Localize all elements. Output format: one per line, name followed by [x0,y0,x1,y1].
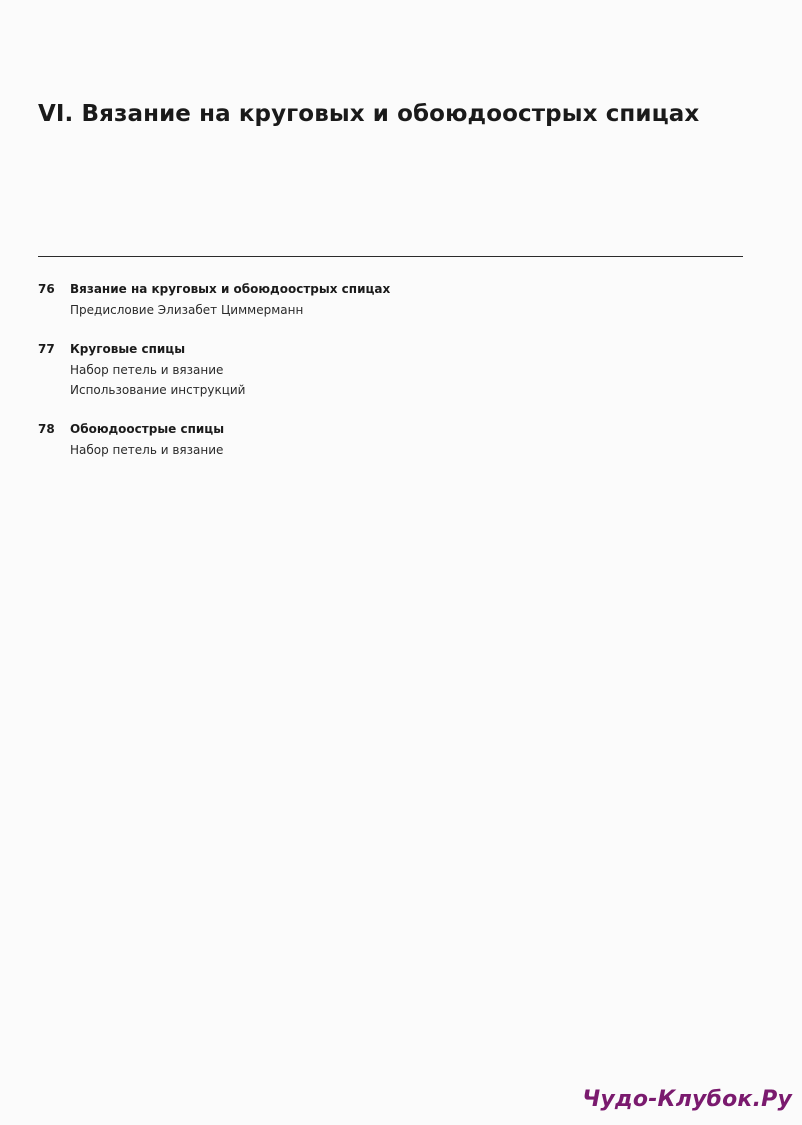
toc-subitem[interactable]: Предисловие Элизабет Циммерманн [70,303,304,317]
toc-page-number: 76 [38,282,55,296]
toc-subitem[interactable]: Набор петель и вязание [70,363,224,377]
toc-page-number: 77 [38,342,55,356]
toc-subitem[interactable]: Набор петель и вязание [70,443,224,457]
toc-page-number: 78 [38,422,55,436]
site-watermark: Чудо-Клубок.Ру [582,1087,792,1112]
toc-entry [38,419,738,460]
toc-subitem[interactable]: Использование инструкций [70,383,246,397]
page-title: VI. Вязание на круговых и обоюдоострых спицах [38,101,700,127]
toc-entry [38,279,738,320]
toc-heading[interactable]: Обоюдоострые спицы [70,422,225,436]
toc-heading[interactable]: Вязание на круговых и обоюдоострых спицах [70,282,391,296]
toc-entry [38,339,738,400]
table-of-contents [38,279,738,479]
title-divider [38,256,743,257]
toc-heading[interactable]: Круговые спицы [70,342,186,356]
